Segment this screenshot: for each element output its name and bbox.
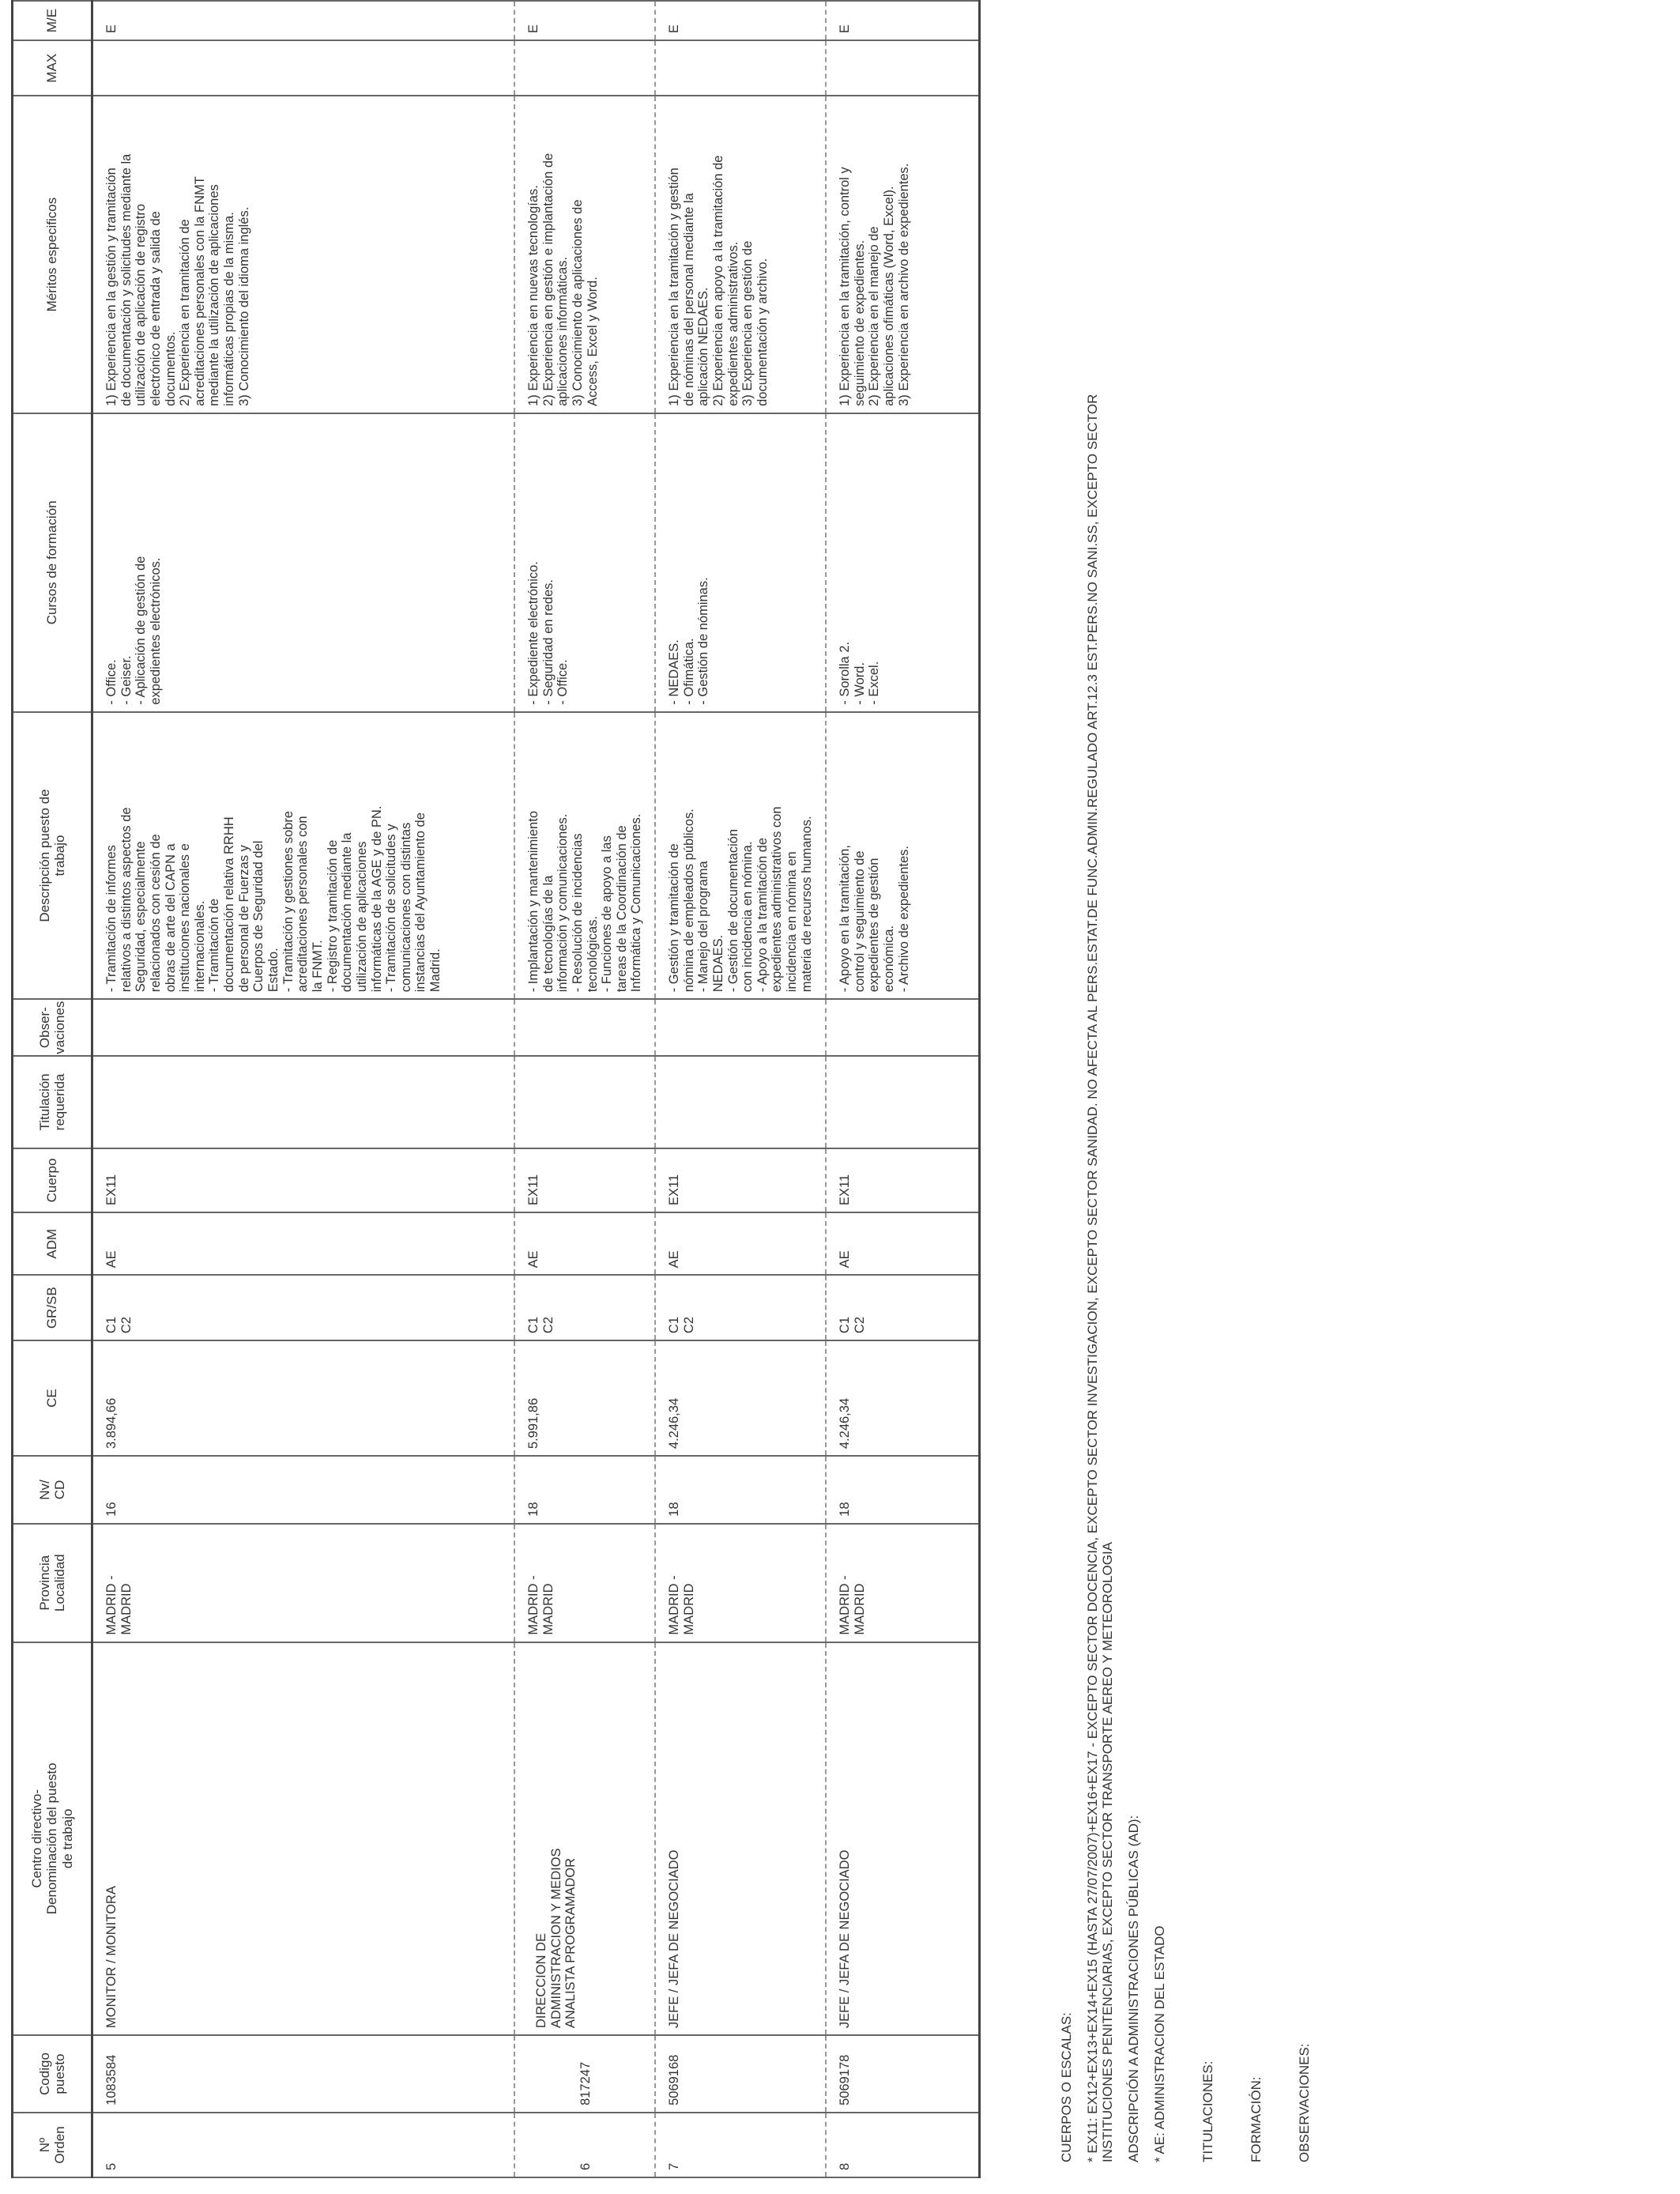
cell-codigo: 817247 (578, 2061, 593, 2105)
notes-section (1059, 28, 1323, 2162)
cell-cursos: - Expediente electrónico. - Seguridad en redes. - Office. (526, 561, 571, 705)
cell-ce: 4.246,34 (667, 1397, 681, 1449)
table-row (655, 1, 826, 2177)
header-adm: ADM (13, 1212, 92, 1275)
cuerpos-title: CUERPOS O ESCALAS: (1059, 2012, 1074, 2162)
cell-titulacion (827, 1057, 844, 1148)
cell-descripcion: - Apoyo en la tramitación, control y seguimiento de expedientes de gestión económica. - Archivo de expedientes. (838, 845, 911, 993)
header-cursos: Cursos de formación (13, 413, 92, 712)
cell-centro: JEFE / JEFA DE NEGOCIADO (667, 1849, 681, 2029)
cell-observaciones (93, 1000, 111, 1055)
cell-centro-dept: DIRECCION DE ADMINISTRACION Y MEDIOS (534, 1848, 563, 2029)
cell-cuerpo: EX11 (838, 1174, 852, 1206)
cell-max (515, 41, 533, 95)
cell-meritos: 1) Experiencia en nuevas tecnologías. 2) Experiencia en gestión e implantación de aplicaciones informáticas. 3) Conocimiento de aplicaciones de Access, Excel y Word. (526, 153, 600, 406)
cell-codigo: 5069168 (667, 2054, 681, 2105)
cell-grupo: C1 C2 (667, 1316, 696, 1334)
cell-adm: AE (838, 1250, 852, 1269)
cell-centro: JEFE / JEFA DE NEGOCIADO (838, 1849, 852, 2029)
table-header-row (13, 1, 92, 2177)
cell-nivel: 18 (667, 1502, 681, 1517)
cell-codigo: 5069178 (838, 2054, 852, 2105)
cell-max (827, 41, 844, 95)
cell-max (93, 41, 111, 95)
adscripcion-title: ADSCRIPCIÓN A ADMINISTRACIONES PÚBLICAS (AD): (1126, 1815, 1142, 2162)
cell-meritos: 1) Experiencia en la gestión y tramitación de documentación y solicitudes mediante la utilización de aplicación de registro electrónico de entrada y salida de documentos. 2) Experiencia en tramitación de acreditaciones personales con la FNMT mediante la utilización de aplicaciones informáticas propias de la misma. 3) Conocimiento del idioma inglés. (104, 153, 251, 406)
cell-nivel: 18 (526, 1502, 541, 1517)
cell-cursos: - Sorolla 2. - Word. - Excel. (838, 641, 882, 705)
cell-codigo: 1083584 (104, 2054, 119, 2105)
header-grupo: GR/SB (13, 1275, 92, 1340)
cell-cursos: - Office. - Geiser. - Aplicación de gestión de expedientes electrónicos. (104, 556, 163, 705)
cell-meritos: 1) Experiencia en la tramitación y gestión de nóminas del personal mediante la aplicación NEDAES. 2) Experiencia en apoyo a la tramitación de expedientes administrativos. 3) Experiencia en gestión de documentación y archivo. (667, 155, 770, 406)
formacion-title: FORMACIÓN: (1249, 2076, 1264, 2162)
cell-provincia: MADRID - MADRID (667, 1575, 696, 1635)
cell-grupo: C1 C2 (104, 1316, 134, 1334)
cell-nivel: 18 (838, 1502, 852, 1517)
header-ce: CE (13, 1340, 92, 1456)
cell-me: E (667, 25, 681, 34)
cell-descripcion: - Tramitación de informes relativos a distintos aspectos de Seguridad, especialmente relacionados con cesión de obras de arte del CAPN a instituciones nacionales e internacionales. - Tramitación de documentación relativa RRHH de personal de Fuerzas y Cuerpos de Seguridad del Estado. - Tramitación y gestiones sobre acreditaciones personales con la FNMT. - Registro y tramitación de documentación mediante la utilización de aplicaciones informáticas de la AGE y de PN. - Tramitación de solicitudes y comunicaciones con distintas instancias del Ayuntamiento de Madrid. (104, 805, 443, 993)
cell-cuerpo: EX11 (667, 1174, 681, 1206)
header-max: MAX (13, 40, 92, 96)
cell-centro: MONITOR / MONITORA (104, 1886, 119, 2029)
cell-meritos: 1) Experiencia en la tramitación, control y seguimiento de expedientes. 2) Experiencia en el manejo de aplicaciones ofimáticas (Word, Excel). 3) Experiencia en archivo de expedientes. (838, 163, 911, 406)
header-observaciones: Obser- vaciones (13, 999, 92, 1056)
cell-ce: 5.991,86 (526, 1397, 541, 1449)
cell-ce: 4.246,34 (838, 1397, 852, 1449)
cell-provincia: MADRID - MADRID (526, 1575, 556, 1635)
header-titulacion: Titulación requerida (13, 1056, 92, 1148)
positions-table (11, 0, 981, 2178)
header-centro: Centro directivo- Denominación del puesto de trabajo (13, 1642, 92, 2036)
cell-cuerpo: EX11 (526, 1174, 541, 1206)
cell-descripcion: - Implantación y mantenimiento de tecnologías de la información y comunicaciones. - Resolución de incidencias tecnológicas. - Funciones de apoyo a las tareas de la Coordinación de Informática y Comunicaciones. (526, 811, 644, 993)
cell-observaciones (827, 1000, 844, 1055)
header-codigo: Codigo puesto (13, 2035, 92, 2113)
cell-descripcion: - Gestión y tramitación de nómina de empleados públicos. - Manejo del programa NEDAES. - Gestión de documentación con incidencia en nómina. - Apoyo a la tramitación de expedientes administrativos con incidencia en nómina en materia de recursos humanos. (667, 806, 814, 993)
cell-adm: AE (104, 1250, 119, 1269)
header-descripcion: Descripción puesto de trabajo (13, 712, 92, 1000)
header-me: M/E (13, 1, 92, 40)
cell-orden: 5 (104, 2162, 119, 2170)
adscripcion-text: * AE: ADMINISTRACION DEL ESTADO (1152, 1925, 1168, 2162)
cell-ce: 3.894,66 (104, 1397, 119, 1449)
cell-adm: AE (526, 1250, 541, 1269)
cell-provincia: MADRID - MADRID (838, 1575, 867, 1635)
cell-titulacion (515, 1057, 533, 1148)
cell-provincia: MADRID - MADRID (104, 1575, 134, 1635)
cell-me: E (104, 25, 119, 34)
cell-me: E (526, 25, 541, 34)
cell-centro: ANALISTA PROGRAMADOR (563, 1857, 578, 2029)
header-provincia: Provincia Localidad (13, 1524, 92, 1642)
cell-orden: 7 (667, 2162, 681, 2170)
observaciones-title: OBSERVACIONES: (1297, 2043, 1313, 2162)
cell-orden: 6 (578, 2162, 593, 2170)
cell-cuerpo: EX11 (104, 1174, 119, 1206)
cell-grupo: C1 C2 (526, 1316, 556, 1334)
cell-orden: 8 (838, 2162, 852, 2170)
cell-titulacion (656, 1057, 673, 1148)
titulaciones-title: TITULACIONES: (1200, 2060, 1216, 2162)
table-row (92, 1, 515, 2177)
table-row (826, 1, 980, 2177)
cell-grupo: C1 C2 (838, 1316, 867, 1334)
cell-nivel: 16 (104, 1502, 119, 1517)
cell-cursos: - NEDAES. - Ofimática. - Gestión de nóminas. (667, 577, 711, 705)
header-orden: Nº Orden (13, 2113, 92, 2177)
cell-adm: AE (667, 1250, 681, 1269)
cell-me: E (838, 25, 852, 34)
header-meritos: Méritos especificos (13, 96, 92, 413)
cell-observaciones (515, 1000, 533, 1055)
table-row (514, 1, 655, 2177)
cuerpos-text: * EX11: EX12+EX13+EX14+EX15 (HASTA 27/07/2007)+EX16+EX17 - EXCEPTO SECTOR DOCENCIA, EXCEPTO SECTOR INVESTIGACION, EXCEPTO SECTOR SANIDAD. NO AFECTA AL PERS.ESTAT.DE FUNC.ADMIN.REGULADO ART.12.3 EST.PERS.NO SANI.SS, EXCEPTO SECTOR INSTITUCIONES PENITENCIARIAS, EXCEPTO SECTOR TRANSPORTE AEREO Y METEOROLOGIA (1085, 394, 1116, 2162)
cell-observaciones (656, 1000, 673, 1055)
cell-titulacion (93, 1057, 111, 1148)
cell-max (656, 41, 673, 95)
header-nivel: Nv/ CD (13, 1456, 92, 1524)
header-cuerpo: Cuerpo (13, 1148, 92, 1212)
